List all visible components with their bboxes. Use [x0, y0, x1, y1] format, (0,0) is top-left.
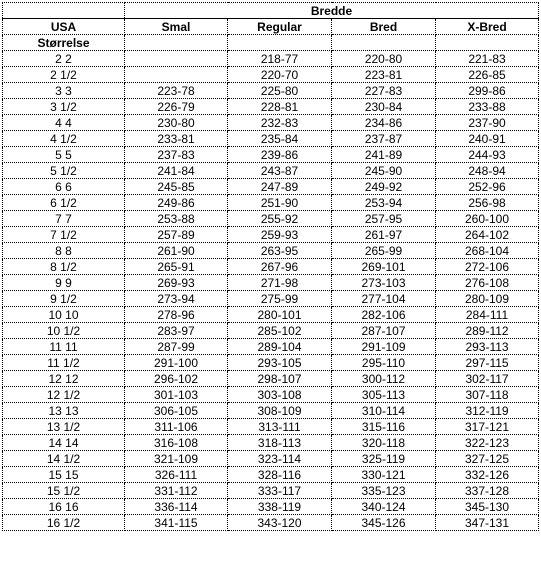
cell-x-bred: 276-108 — [436, 275, 539, 291]
cell-size: 6 1/2 — [3, 195, 125, 211]
cell-x-bred: 268-104 — [436, 243, 539, 259]
cell-size: 5 5 — [3, 147, 125, 163]
cell-size: 15 15 — [3, 467, 125, 483]
cell-size: 2 1/2 — [3, 67, 125, 83]
size-chart-table — [2, 2, 539, 531]
cell-x-bred: 280-109 — [436, 291, 539, 307]
cell-smal: 287-99 — [125, 339, 228, 355]
cell-smal: 223-78 — [125, 83, 228, 99]
cell-bred: 320-118 — [332, 435, 436, 451]
cell-smal: 257-89 — [125, 227, 228, 243]
cell-x-bred: 327-125 — [436, 451, 539, 467]
cell-size: 8 8 — [3, 243, 125, 259]
cell-bred: 345-126 — [332, 515, 436, 531]
cell-bred: 325-119 — [332, 451, 436, 467]
cell-smal: 321-109 — [125, 451, 228, 467]
cell-regular: 275-99 — [228, 291, 332, 307]
cell-regular: 232-83 — [228, 115, 332, 131]
table-row — [3, 483, 539, 499]
cell-bred: 287-107 — [332, 323, 436, 339]
cell-x-bred: 345-130 — [436, 499, 539, 515]
cell-x-bred: 312-119 — [436, 403, 539, 419]
cell-bred: 277-104 — [332, 291, 436, 307]
table-row — [3, 163, 539, 179]
cell-x-bred: 332-126 — [436, 467, 539, 483]
cell-size: 5 1/2 — [3, 163, 125, 179]
cell-regular: 259-93 — [228, 227, 332, 243]
cell-bred: 223-81 — [332, 67, 436, 83]
cell-size: 11 11 — [3, 339, 125, 355]
subheader-empty-cell — [436, 35, 539, 51]
cell-bred: 237-87 — [332, 131, 436, 147]
cell-bred: 300-112 — [332, 371, 436, 387]
cell-bred: 282-106 — [332, 307, 436, 323]
group-header-spacer — [3, 3, 125, 19]
cell-regular: 323-114 — [228, 451, 332, 467]
cell-x-bred: 322-123 — [436, 435, 539, 451]
cell-regular: 267-96 — [228, 259, 332, 275]
cell-size: 13 13 — [3, 403, 125, 419]
cell-regular: 303-108 — [228, 387, 332, 403]
cell-x-bred: 317-121 — [436, 419, 539, 435]
cell-smal: 273-94 — [125, 291, 228, 307]
cell-regular: 247-89 — [228, 179, 332, 195]
cell-regular: 218-77 — [228, 51, 332, 67]
cell-size: 12 12 — [3, 371, 125, 387]
table-row — [3, 147, 539, 163]
cell-smal: 233-81 — [125, 131, 228, 147]
cell-regular: 220-70 — [228, 67, 332, 83]
cell-smal: 341-115 — [125, 515, 228, 531]
cell-smal: 296-102 — [125, 371, 228, 387]
table-row — [3, 323, 539, 339]
cell-regular: 338-119 — [228, 499, 332, 515]
cell-x-bred: 237-90 — [436, 115, 539, 131]
table-row — [3, 451, 539, 467]
cell-bred: 330-121 — [332, 467, 436, 483]
cell-size: 4 4 — [3, 115, 125, 131]
cell-smal: 306-105 — [125, 403, 228, 419]
cell-size: 15 1/2 — [3, 483, 125, 499]
cell-bred: 253-94 — [332, 195, 436, 211]
cell-regular: 225-80 — [228, 83, 332, 99]
cell-size: 6 6 — [3, 179, 125, 195]
cell-bred: 295-110 — [332, 355, 436, 371]
cell-x-bred: 240-91 — [436, 131, 539, 147]
cell-x-bred: 293-113 — [436, 339, 539, 355]
subheader-storrelse: Størrelse — [3, 35, 125, 51]
cell-regular: 251-90 — [228, 195, 332, 211]
cell-bred: 265-99 — [332, 243, 436, 259]
group-header-bredde: Bredde — [125, 3, 539, 19]
cell-x-bred: 284-111 — [436, 307, 539, 323]
cell-size: 14 14 — [3, 435, 125, 451]
cell-bred: 227-83 — [332, 83, 436, 99]
cell-bred: 310-114 — [332, 403, 436, 419]
group-header-row — [3, 3, 539, 19]
cell-regular: 313-111 — [228, 419, 332, 435]
table-row — [3, 435, 539, 451]
size-chart-body — [3, 3, 539, 531]
cell-bred: 220-80 — [332, 51, 436, 67]
cell-bred: 291-109 — [332, 339, 436, 355]
cell-smal: 237-83 — [125, 147, 228, 163]
cell-regular: 285-102 — [228, 323, 332, 339]
cell-size: 16 16 — [3, 499, 125, 515]
cell-x-bred: 252-96 — [436, 179, 539, 195]
cell-size: 13 1/2 — [3, 419, 125, 435]
cell-bred: 234-86 — [332, 115, 436, 131]
cell-bred: 273-103 — [332, 275, 436, 291]
cell-bred: 335-123 — [332, 483, 436, 499]
cell-x-bred: 289-112 — [436, 323, 539, 339]
table-row — [3, 355, 539, 371]
cell-x-bred: 297-115 — [436, 355, 539, 371]
cell-x-bred: 337-128 — [436, 483, 539, 499]
cell-size: 16 1/2 — [3, 515, 125, 531]
cell-smal: 301-103 — [125, 387, 228, 403]
cell-regular: 255-92 — [228, 211, 332, 227]
cell-smal — [125, 51, 228, 67]
cell-smal: 265-91 — [125, 259, 228, 275]
cell-smal: 253-88 — [125, 211, 228, 227]
cell-size: 3 1/2 — [3, 99, 125, 115]
table-row — [3, 371, 539, 387]
cell-size: 7 1/2 — [3, 227, 125, 243]
cell-smal: 241-84 — [125, 163, 228, 179]
cell-size: 2 2 — [3, 51, 125, 67]
column-header-regular: Regular — [228, 19, 332, 35]
cell-size: 3 3 — [3, 83, 125, 99]
cell-x-bred: 244-93 — [436, 147, 539, 163]
cell-smal: 331-112 — [125, 483, 228, 499]
column-header-smal: Smal — [125, 19, 228, 35]
cell-smal: 269-93 — [125, 275, 228, 291]
table-row — [3, 211, 539, 227]
cell-bred: 315-116 — [332, 419, 436, 435]
cell-size: 4 1/2 — [3, 131, 125, 147]
cell-regular: 343-120 — [228, 515, 332, 531]
cell-smal: 291-100 — [125, 355, 228, 371]
cell-size: 14 1/2 — [3, 451, 125, 467]
table-row — [3, 499, 539, 515]
cell-smal: 245-85 — [125, 179, 228, 195]
column-header-bred: Bred — [332, 19, 436, 35]
cell-x-bred: 233-88 — [436, 99, 539, 115]
cell-x-bred: 264-102 — [436, 227, 539, 243]
table-row — [3, 291, 539, 307]
column-header-x-bred: X-Bred — [436, 19, 539, 35]
cell-x-bred: 272-106 — [436, 259, 539, 275]
cell-x-bred: 302-117 — [436, 371, 539, 387]
table-row — [3, 275, 539, 291]
cell-size: 9 9 — [3, 275, 125, 291]
cell-smal: 226-79 — [125, 99, 228, 115]
cell-size: 11 1/2 — [3, 355, 125, 371]
cell-smal: 261-90 — [125, 243, 228, 259]
cell-smal: 316-108 — [125, 435, 228, 451]
cell-size: 9 1/2 — [3, 291, 125, 307]
cell-x-bred: 256-98 — [436, 195, 539, 211]
cell-x-bred: 307-118 — [436, 387, 539, 403]
cell-bred: 305-113 — [332, 387, 436, 403]
cell-regular: 298-107 — [228, 371, 332, 387]
table-row — [3, 339, 539, 355]
cell-smal: 283-97 — [125, 323, 228, 339]
table-row — [3, 131, 539, 147]
table-row — [3, 227, 539, 243]
cell-regular: 308-109 — [228, 403, 332, 419]
cell-x-bred: 299-86 — [436, 83, 539, 99]
cell-x-bred: 260-100 — [436, 211, 539, 227]
table-row — [3, 515, 539, 531]
cell-regular: 263-95 — [228, 243, 332, 259]
cell-x-bred: 248-94 — [436, 163, 539, 179]
cell-x-bred: 221-83 — [436, 51, 539, 67]
subheader-row — [3, 35, 539, 51]
table-row — [3, 83, 539, 99]
table-row — [3, 307, 539, 323]
subheader-empty-cell — [332, 35, 436, 51]
cell-smal: 311-106 — [125, 419, 228, 435]
cell-smal: 326-111 — [125, 467, 228, 483]
cell-size: 8 1/2 — [3, 259, 125, 275]
cell-regular: 235-84 — [228, 131, 332, 147]
cell-regular: 318-113 — [228, 435, 332, 451]
cell-regular: 243-87 — [228, 163, 332, 179]
table-row — [3, 99, 539, 115]
cell-regular: 280-101 — [228, 307, 332, 323]
cell-smal — [125, 67, 228, 83]
column-header-row — [3, 19, 539, 35]
cell-size: 10 10 — [3, 307, 125, 323]
cell-size: 10 1/2 — [3, 323, 125, 339]
cell-bred: 261-97 — [332, 227, 436, 243]
cell-size: 7 7 — [3, 211, 125, 227]
cell-regular: 239-86 — [228, 147, 332, 163]
cell-bred: 241-89 — [332, 147, 436, 163]
table-row — [3, 387, 539, 403]
subheader-empty-cell — [125, 35, 228, 51]
subheader-empty-cell — [228, 35, 332, 51]
table-row — [3, 419, 539, 435]
table-row — [3, 115, 539, 131]
table-row — [3, 243, 539, 259]
cell-bred: 249-92 — [332, 179, 436, 195]
cell-smal: 336-114 — [125, 499, 228, 515]
cell-smal: 249-86 — [125, 195, 228, 211]
cell-regular: 289-104 — [228, 339, 332, 355]
cell-regular: 228-81 — [228, 99, 332, 115]
cell-regular: 271-98 — [228, 275, 332, 291]
table-row — [3, 195, 539, 211]
cell-regular: 293-105 — [228, 355, 332, 371]
table-row — [3, 67, 539, 83]
column-header-usa: USA — [3, 19, 125, 35]
cell-smal: 230-80 — [125, 115, 228, 131]
cell-smal: 278-96 — [125, 307, 228, 323]
cell-bred: 340-124 — [332, 499, 436, 515]
cell-bred: 269-101 — [332, 259, 436, 275]
table-row — [3, 179, 539, 195]
table-row — [3, 51, 539, 67]
cell-x-bred: 226-85 — [436, 67, 539, 83]
cell-regular: 333-117 — [228, 483, 332, 499]
cell-bred: 230-84 — [332, 99, 436, 115]
cell-regular: 328-116 — [228, 467, 332, 483]
table-row — [3, 259, 539, 275]
cell-bred: 245-90 — [332, 163, 436, 179]
table-row — [3, 467, 539, 483]
table-row — [3, 403, 539, 419]
cell-size: 12 1/2 — [3, 387, 125, 403]
cell-x-bred: 347-131 — [436, 515, 539, 531]
cell-bred: 257-95 — [332, 211, 436, 227]
